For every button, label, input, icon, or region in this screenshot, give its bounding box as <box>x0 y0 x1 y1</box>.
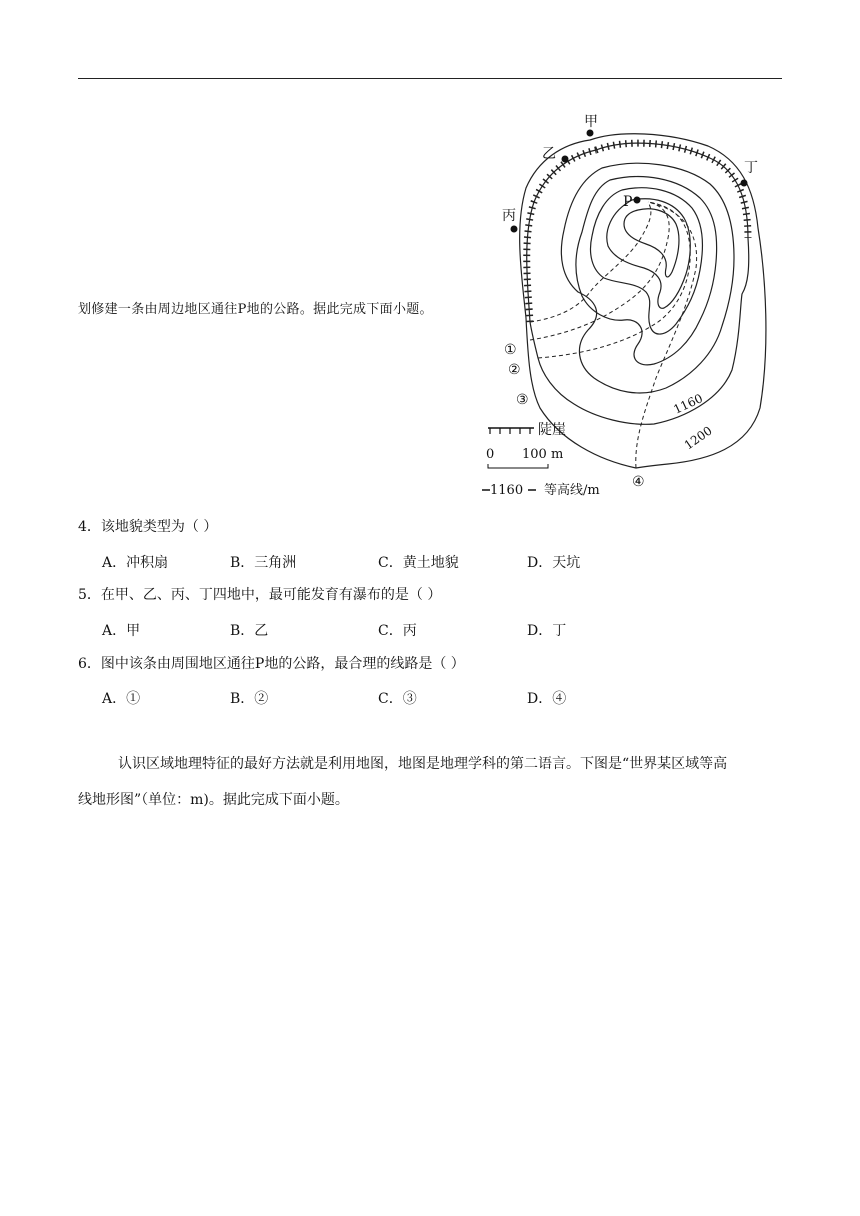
contour-map-figure <box>478 108 778 500</box>
site-bing-dot <box>511 226 518 233</box>
road-2 <box>530 202 669 340</box>
label-jia: 甲 <box>584 114 598 130</box>
legend-cliff-label: 陡崖 <box>538 422 566 438</box>
road-4 <box>636 202 697 468</box>
contour-cliff-rim <box>527 143 749 424</box>
cliff-ticks <box>527 143 748 322</box>
label-yi: 乙 <box>542 146 556 162</box>
q5-option-a[interactable]: A．甲 <box>102 623 141 639</box>
intro-text: 划修建一条由周边地区通往P地的公路。据此完成下面小题。 <box>78 302 433 317</box>
legend-contour-value: 1160 <box>490 483 524 498</box>
label-p: P <box>623 194 633 210</box>
label-route-4: ④ <box>632 474 645 490</box>
label-route-1: ① <box>504 342 517 358</box>
label-contour-1200: 1200 <box>681 423 715 453</box>
label-ding: 丁 <box>744 160 758 176</box>
legend-scale-length: 100 m <box>522 447 564 462</box>
legend-scale-zero: 0 <box>486 447 495 462</box>
paragraph-line-2: 线地形图”（单位：m)。据此完成下面小题。 <box>78 792 349 808</box>
q5-option-d[interactable]: D．丁 <box>527 623 567 639</box>
q4-option-b[interactable]: B．三角洲 <box>230 555 297 571</box>
q6-option-a[interactable]: A．① <box>102 691 141 707</box>
label-contour-1160: 1160 <box>671 391 705 417</box>
label-bing: 丙 <box>502 208 516 224</box>
q4-option-c[interactable]: C．黄土地貌 <box>378 555 459 571</box>
context-paragraph <box>78 746 788 818</box>
paragraph-line-1-text: 认识区域地理特征的最好方法就是利用地图，地图是地理学科的第二语言。下图是“世界某区域等高 <box>118 756 728 772</box>
q4-option-a[interactable]: A．冲积扇 <box>102 555 169 571</box>
legend <box>482 421 600 498</box>
question-4-stem: 4．该地貌类型为（ ） <box>78 519 218 535</box>
site-p-dot <box>634 197 641 204</box>
contour-inner-3 <box>591 188 703 334</box>
header-rule <box>78 78 782 79</box>
q6-option-b[interactable]: B．② <box>230 691 269 707</box>
question-5-stem: 5．在甲、乙、丙、丁四地中，最可能发育有瀑布的是（ ） <box>78 587 442 603</box>
q6-option-d[interactable]: D．④ <box>527 691 567 707</box>
question-6-stem: 6．图中该条由周围地区通往P地的公路，最合理的线路是（ ） <box>78 656 465 672</box>
q5-option-b[interactable]: B．乙 <box>230 623 269 639</box>
site-yi-dot <box>562 156 569 163</box>
contour-inner-5 <box>624 209 679 277</box>
q6-option-c[interactable]: C．③ <box>378 691 417 707</box>
road-3 <box>538 202 690 358</box>
label-route-2: ② <box>508 362 521 378</box>
site-ding-dot <box>741 180 748 187</box>
label-route-3: ③ <box>516 392 529 408</box>
contour-inner-1 <box>561 163 734 393</box>
site-jia-dot <box>587 130 594 137</box>
legend-contour-label: 等高线/m <box>544 483 600 498</box>
road-1 <box>530 202 651 322</box>
q4-option-d[interactable]: D．天坑 <box>527 555 581 571</box>
paragraph-line-1 <box>78 746 788 782</box>
q5-option-c[interactable]: C．丙 <box>378 623 417 639</box>
